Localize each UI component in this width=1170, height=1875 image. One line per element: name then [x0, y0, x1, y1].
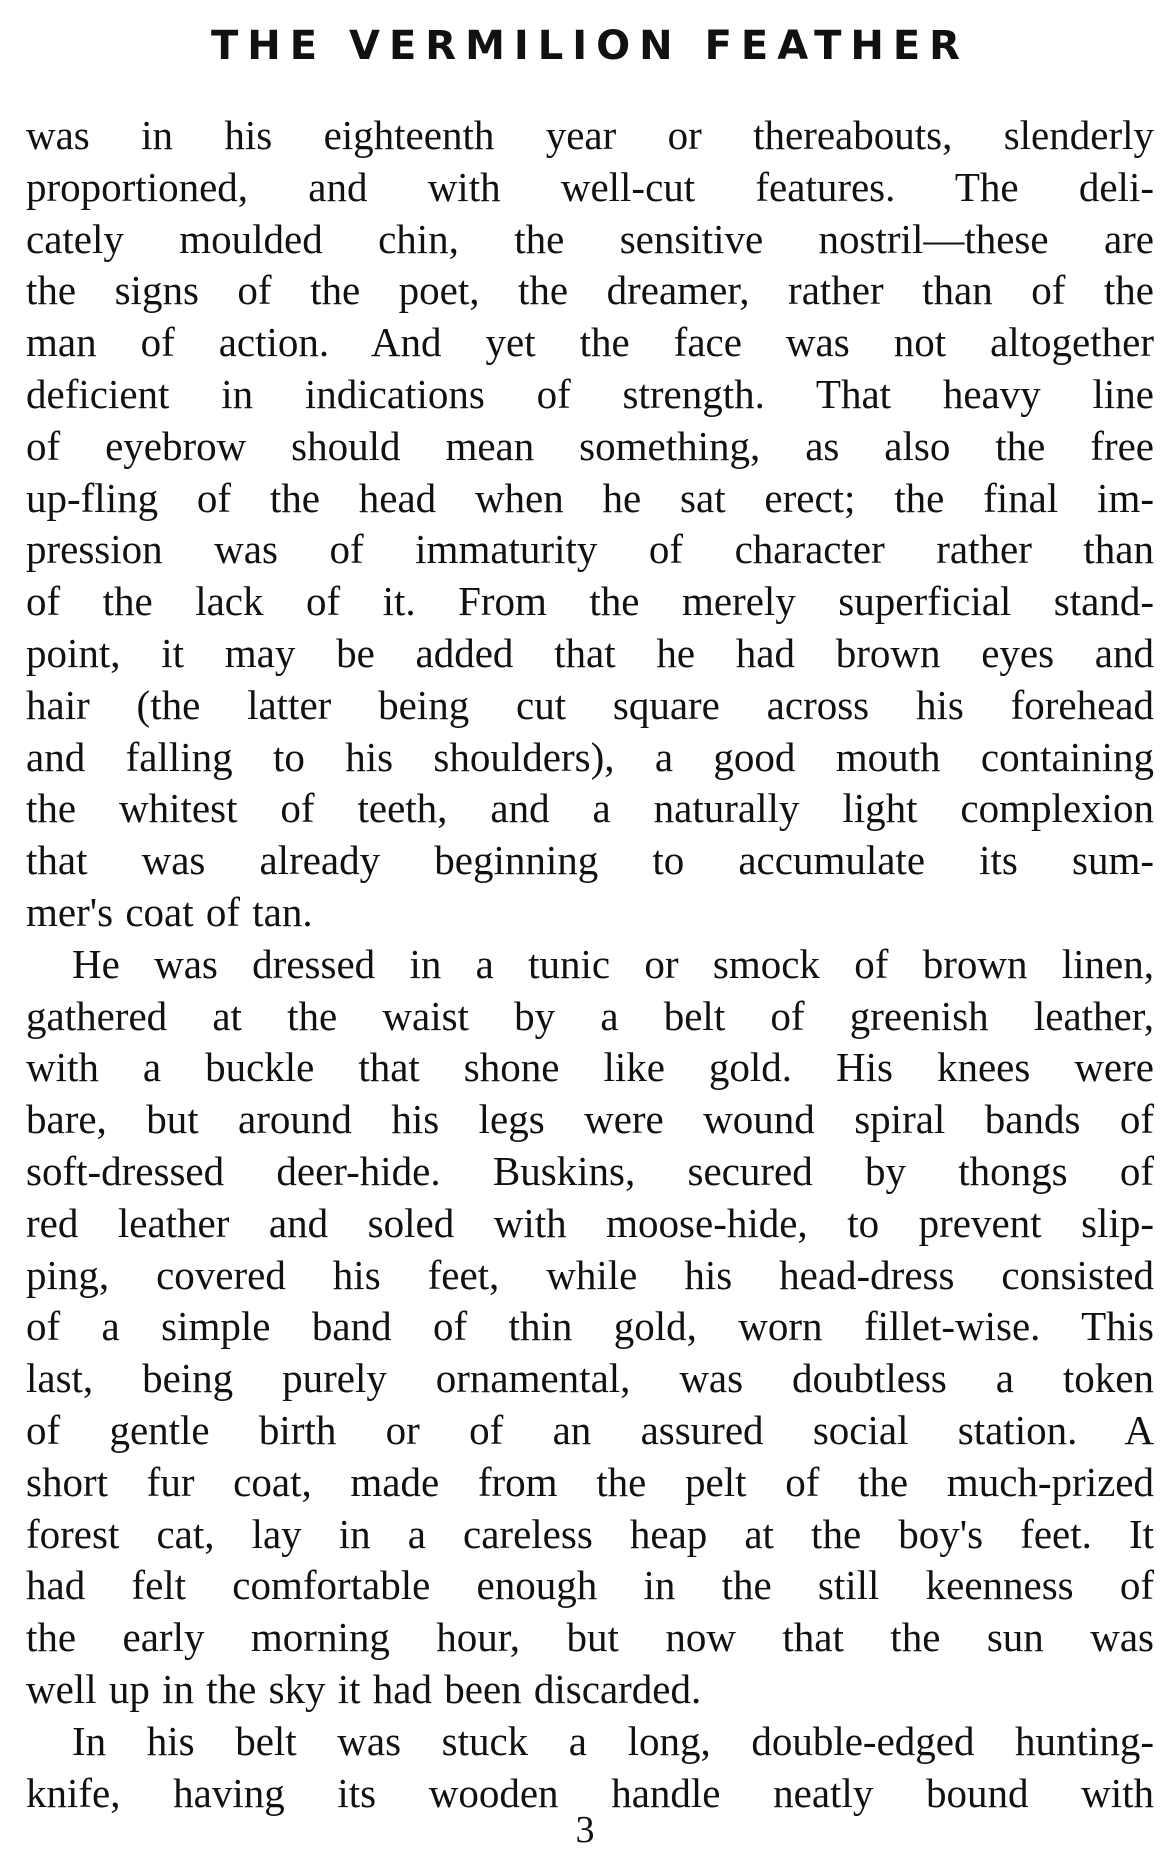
text-line: of the lack of it. From the merely superficial stand- [26, 578, 1154, 625]
text-line: In his belt was stuck a long, double-edged hunting- [72, 1717, 1154, 1764]
text-line: well up in the sky it had been discarded. [26, 1665, 702, 1712]
text-line: of a simple band of thin gold, worn fillet-wise. This [26, 1303, 1154, 1350]
text-line: short fur coat, made from the pelt of the much-prized [26, 1458, 1154, 1505]
text-line: point, it may be added that he had brown eyes and [26, 629, 1154, 676]
text-line: that was already beginning to accumulate its sum- [26, 837, 1154, 884]
text-line: the whitest of teeth, and a naturally light complexion [26, 785, 1154, 832]
text-line: of gentle birth or of an assured social station. A [26, 1406, 1154, 1453]
text-line: red leather and soled with moose-hide, to prevent slip- [26, 1199, 1154, 1246]
text-line: pression was of immaturity of character rather than [26, 526, 1154, 573]
text-line: bare, but around his legs were wound spiral bands of [26, 1096, 1154, 1143]
text-line: and falling to his shoulders), a good mouth containing [26, 733, 1154, 780]
running-head: THE VERMILION FEATHER [211, 23, 969, 69]
text-line: forest cat, lay in a careless heap at the boy's feet. It [26, 1510, 1154, 1557]
text-line: He was dressed in a tunic or smock of brown linen, [72, 940, 1154, 987]
paragraph [26, 1716, 1154, 1820]
text-line: the signs of the poet, the dreamer, rather than of the [26, 267, 1154, 314]
text-line: of eyebrow should mean something, as also the free [26, 422, 1154, 469]
text-line: with a buckle that shone like gold. His knees were [26, 1044, 1154, 1091]
text-line: ping, covered his feet, while his head-dress consisted [26, 1251, 1154, 1298]
text-line: had felt comfortable enough in the still keenness of [26, 1562, 1154, 1609]
text-line: knife, having its wooden handle neatly bound with [26, 1769, 1154, 1816]
text-line: hair (the latter being cut square across his forehead [26, 681, 1154, 728]
text-line: gathered at the waist by a belt of greenish leather, [26, 992, 1154, 1039]
text-line: soft-dressed deer-hide. Buskins, secured by thongs of [26, 1147, 1154, 1194]
text-line: last, being purely ornamental, was doubtless a token [26, 1355, 1154, 1402]
paragraph [26, 110, 1154, 939]
text-line: proportioned, and with well-cut features. The deli- [26, 163, 1154, 210]
text-line: deficient in indications of strength. That heavy line [26, 370, 1154, 417]
page-number: 3 [575, 1809, 595, 1851]
text-line: the early morning hour, but now that the sun was [26, 1614, 1154, 1661]
body-text [26, 110, 1154, 1819]
text-line: up-fling of the head when he sat erect; the final im- [26, 474, 1154, 521]
paragraph [26, 939, 1154, 1716]
text-line: mer's coat of tan. [26, 888, 313, 935]
text-line: was in his eighteenth year or thereabouts, slenderly [26, 112, 1154, 158]
text-line: man of action. And yet the face was not altogether [26, 319, 1154, 366]
text-line: cately moulded chin, the sensitive nostril—these are [26, 215, 1154, 262]
